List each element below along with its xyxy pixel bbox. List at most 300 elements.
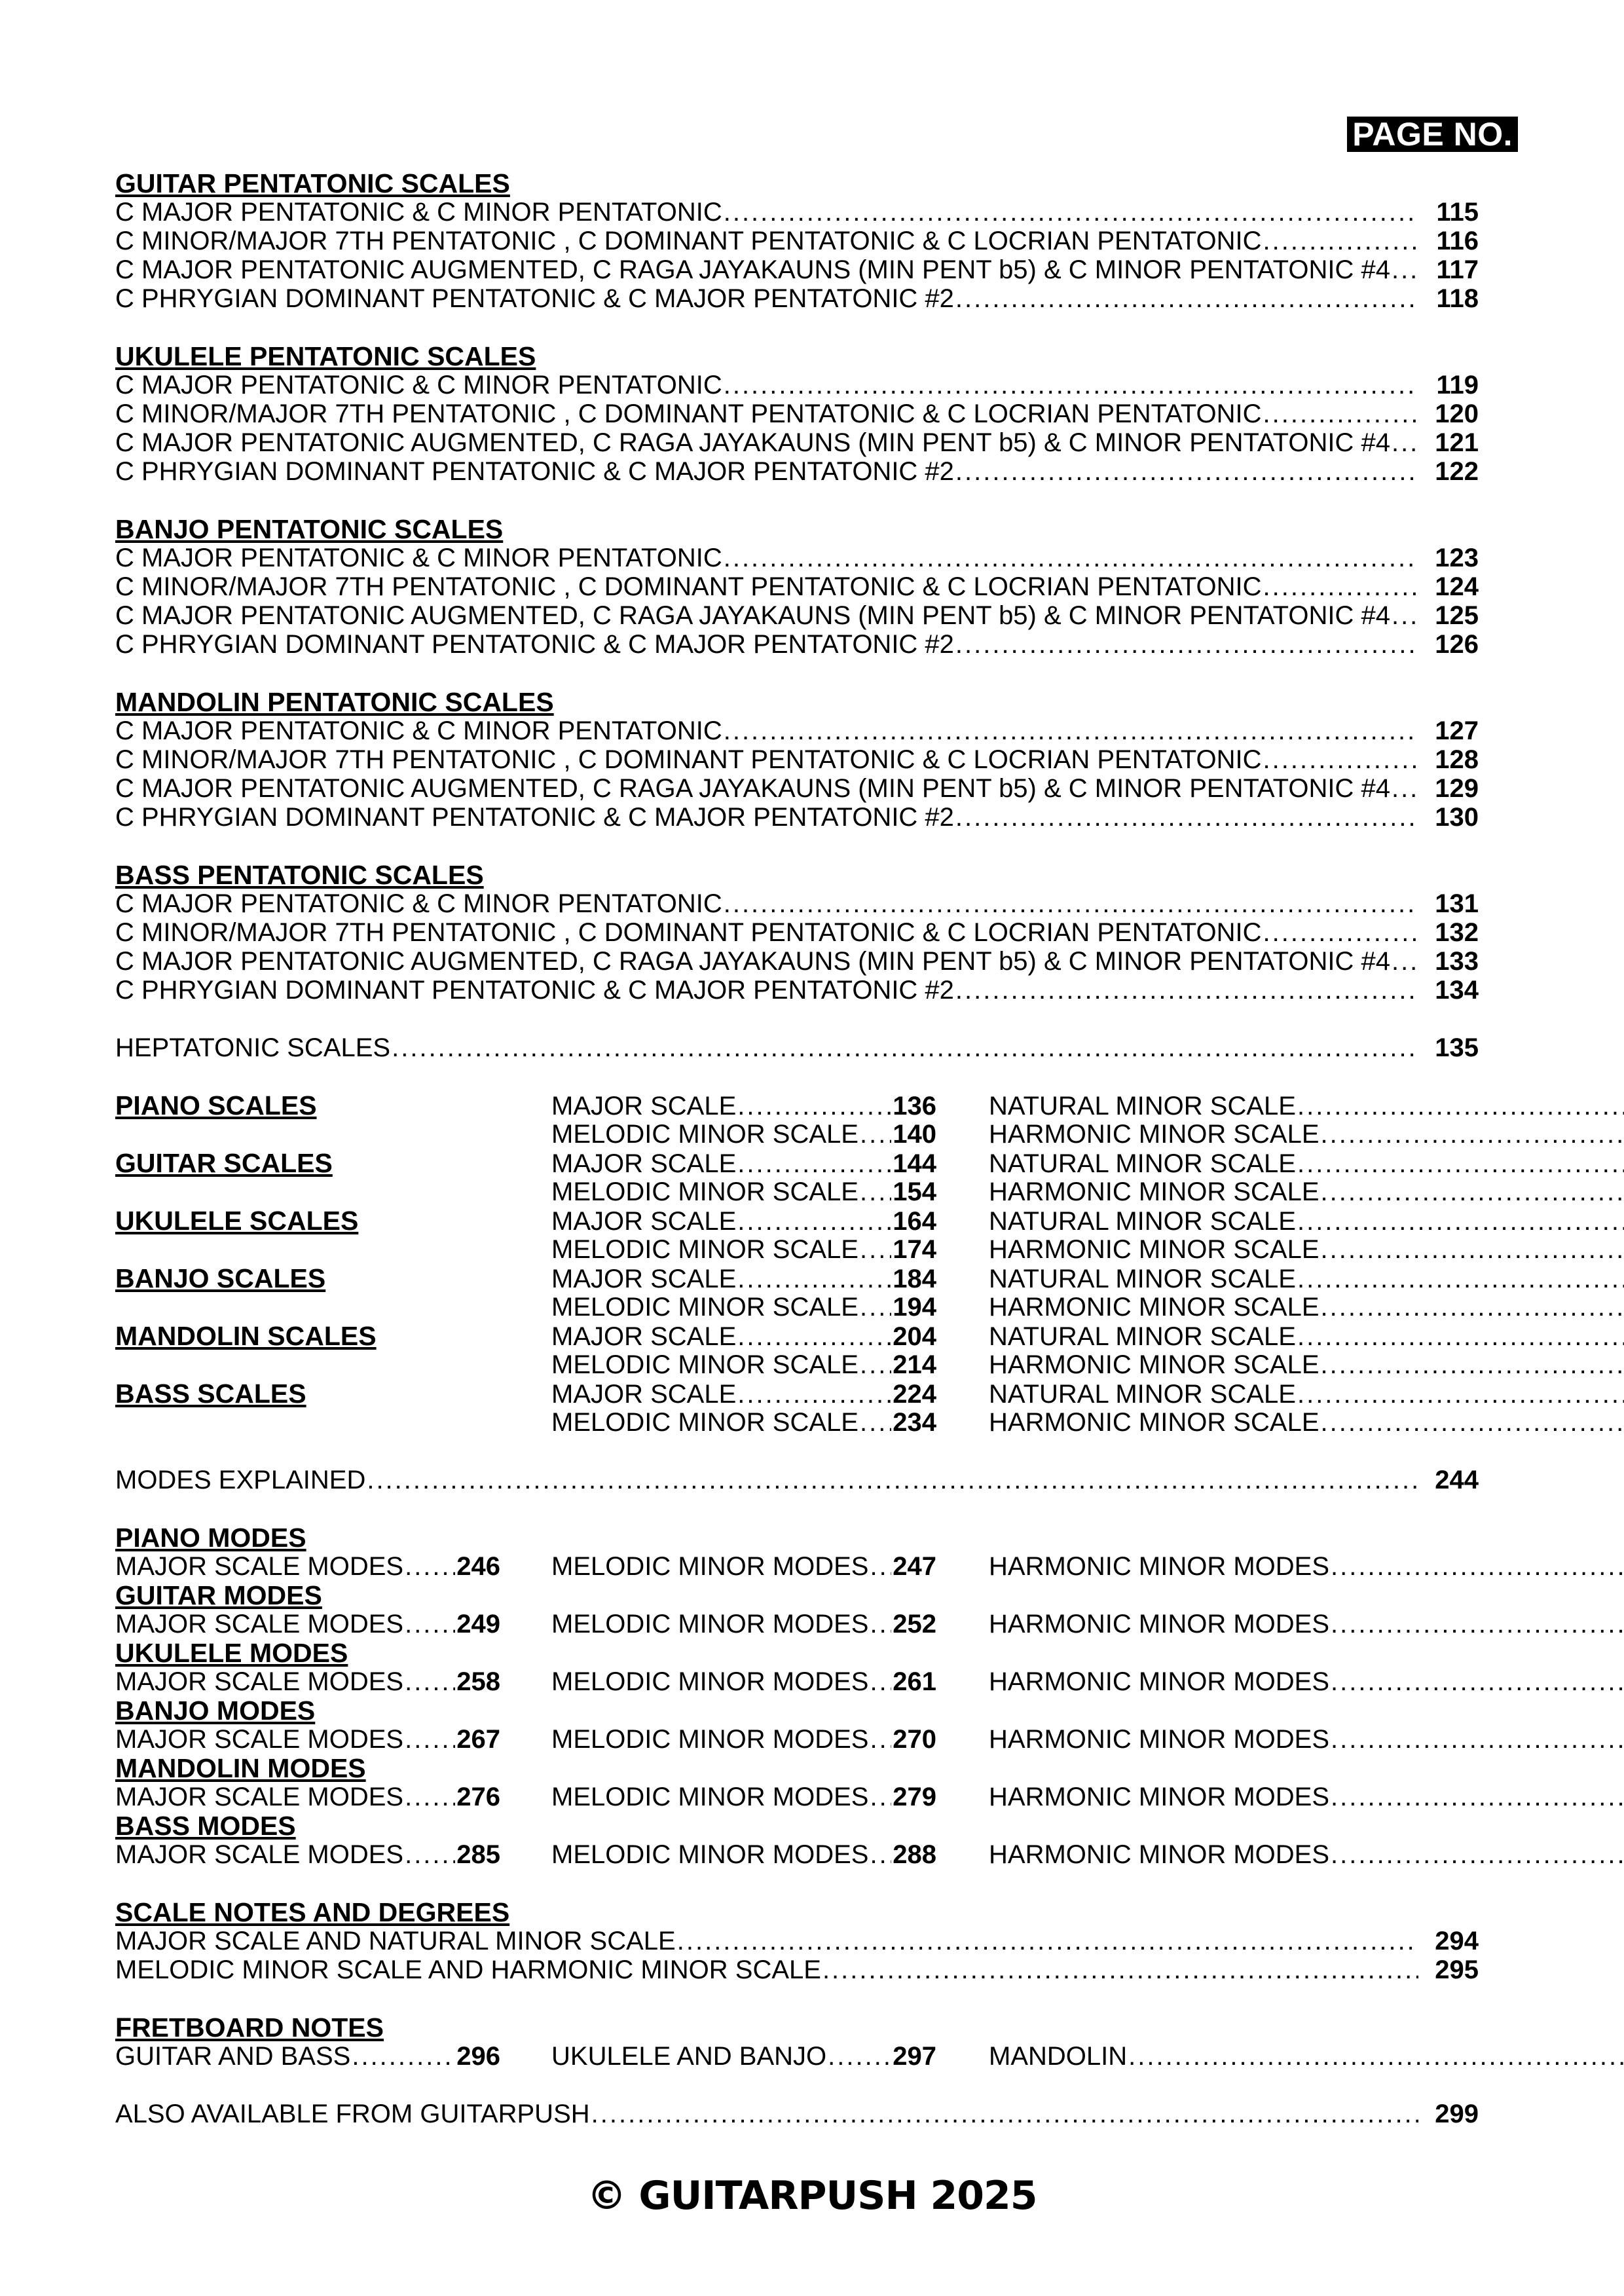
toc-entry-natural-minor-scale[interactable] (989, 1092, 1624, 1120)
toc-entry-major-scale[interactable] (551, 1265, 936, 1293)
entry-label: MELODIC MINOR SCALE AND HARMONIC MINOR SCALE (115, 1955, 821, 1984)
dot-leader (1263, 399, 1418, 428)
dot-leader (955, 976, 1418, 1005)
modes-row (115, 1725, 1479, 1754)
dot-leader (1297, 1207, 1624, 1236)
entry-label: C MINOR/MAJOR 7TH PENTATONIC , C DOMINANT PENTATONIC & C LOCRIAN PENTATONIC (115, 918, 1262, 947)
toc-entry-ukulele-banjo[interactable] (551, 2042, 936, 2071)
toc-entry-major-scale[interactable] (551, 1149, 936, 1178)
dot-leader (870, 1783, 891, 1811)
entry-label: C MAJOR PENTATONIC AUGMENTED, C RAGA JAYAKAUNS (MIN PENT b5) & C MINOR PENTATONIC #4 (115, 428, 1390, 457)
dot-leader (1321, 1120, 1624, 1149)
dot-leader (870, 1840, 891, 1869)
entry-page: 296 (456, 2042, 500, 2071)
modes-row (115, 1552, 1479, 1581)
scales-row (115, 1177, 1479, 1206)
entry-label: MAJOR SCALE (551, 1322, 737, 1351)
toc-entry[interactable] (115, 630, 1479, 659)
dot-leader (405, 1610, 455, 1639)
entry-label: MAJOR SCALE MODES (115, 1725, 404, 1754)
section-heading: UKULELE PENTATONIC SCALES (115, 341, 536, 371)
entry-page: 124 (1435, 572, 1479, 601)
dot-leader (1392, 428, 1418, 457)
dot-leader (860, 1408, 891, 1437)
entry-label: GUITAR AND BASS (115, 2042, 351, 2071)
entry-label: MELODIC MINOR SCALE (551, 1293, 858, 1322)
toc-entry-melodic-minor-modes[interactable] (551, 1783, 936, 1811)
entry-page: 140 (893, 1120, 936, 1149)
entry-page: 115 (1436, 198, 1479, 227)
toc-entry[interactable] (115, 572, 1479, 601)
entry-page: 294 (1435, 1927, 1479, 1955)
entry-label: MAJOR SCALE (551, 1149, 737, 1178)
scales-row (115, 1293, 1479, 1322)
entry-page: 297 (893, 2042, 936, 2071)
toc-entry[interactable] (115, 716, 1479, 745)
entry-page: 134 (1435, 976, 1479, 1005)
toc-entry[interactable] (115, 544, 1479, 572)
dot-leader (822, 1955, 1418, 1984)
entry-page: 128 (1435, 745, 1479, 774)
section-heading: BANJO PENTATONIC SCALES (115, 514, 504, 544)
entry-page: 285 (456, 1840, 500, 1869)
toc-entry[interactable] (115, 371, 1479, 399)
entry-label: HARMONIC MINOR SCALE (989, 1120, 1320, 1149)
toc-entry[interactable] (115, 803, 1479, 832)
toc-entry-mandolin[interactable] (989, 2042, 1624, 2071)
entry-page: 224 (893, 1380, 936, 1409)
entry-label: MELODIC MINOR SCALE (551, 1350, 858, 1379)
instrument-scales-heading[interactable]: MANDOLIN SCALES (115, 1321, 377, 1351)
scales-row (115, 1091, 1479, 1120)
toc-entry-major-scale[interactable] (551, 1380, 936, 1409)
toc-entry[interactable] (115, 198, 1479, 227)
entry-label: HARMONIC MINOR MODES (989, 1667, 1329, 1696)
dot-leader (1263, 745, 1418, 774)
scales-section (115, 1091, 1479, 1437)
dot-leader (737, 1265, 891, 1293)
entry-page: 270 (893, 1725, 936, 1754)
entry-page: 122 (1435, 457, 1479, 486)
instrument-scales-heading[interactable]: BASS SCALES (115, 1379, 306, 1409)
entry-label: MAJOR SCALE MODES (115, 1667, 404, 1696)
entry-label: MELODIC MINOR MODES (551, 1725, 869, 1754)
entry-label: MELODIC MINOR MODES (551, 1610, 869, 1639)
entry-label: MELODIC MINOR MODES (551, 1552, 869, 1581)
fretboard-row (115, 2042, 1479, 2071)
toc-entry[interactable] (115, 428, 1479, 457)
toc-entry-melodic-minor-scale[interactable] (551, 1293, 936, 1322)
dot-leader (724, 889, 1418, 918)
entry-label: NATURAL MINOR SCALE (989, 1207, 1296, 1236)
entry-label: MAJOR SCALE MODES (115, 1552, 404, 1581)
modes-section (115, 1523, 1479, 1869)
dot-leader (860, 1293, 891, 1322)
dot-leader (955, 803, 1418, 832)
toc-entry-harmonic-minor-modes[interactable] (989, 1667, 1624, 1696)
entry-page: 299 (1435, 2100, 1479, 2128)
entry-page: 126 (1435, 630, 1479, 659)
entry-page: 252 (893, 1610, 936, 1639)
toc-entry-natural-minor-scale[interactable] (989, 1207, 1624, 1236)
toc-entry-natural-minor-scale[interactable] (989, 1380, 1624, 1409)
entry-page: 123 (1435, 544, 1479, 572)
entry-label: C MAJOR PENTATONIC AUGMENTED, C RAGA JAYAKAUNS (MIN PENT b5) & C MINOR PENTATONIC #4 (115, 774, 1390, 803)
entry-label: MAJOR SCALE (551, 1207, 737, 1236)
entry-page: 214 (893, 1350, 936, 1379)
entry-label: C MINOR/MAJOR 7TH PENTATONIC , C DOMINANT PENTATONIC & C LOCRIAN PENTATONIC (115, 227, 1262, 255)
entry-label: MANDOLIN (989, 2042, 1128, 2071)
entry-label: MAJOR SCALE MODES (115, 1783, 404, 1811)
toc-entry-harmonic-minor-scale[interactable] (989, 1293, 1624, 1322)
dot-leader (1392, 601, 1418, 630)
entry-page: 132 (1435, 918, 1479, 947)
entry-label: C MINOR/MAJOR 7TH PENTATONIC , C DOMINANT PENTATONIC & C LOCRIAN PENTATONIC (115, 399, 1262, 428)
instrument-scales-heading[interactable]: PIANO SCALES (115, 1090, 317, 1120)
entry-label: C MAJOR PENTATONIC AUGMENTED, C RAGA JAYAKAUNS (MIN PENT b5) & C MINOR PENTATONIC #4 (115, 601, 1390, 630)
toc-entry-melodic-minor-modes[interactable] (551, 1840, 936, 1869)
toc-entry[interactable] (115, 1955, 1479, 1984)
entry-page: 127 (1435, 716, 1479, 745)
entry-page: 204 (893, 1322, 936, 1351)
toc-entry[interactable] (115, 457, 1479, 486)
dot-leader (724, 544, 1418, 572)
toc-entry-harmonic-minor-modes[interactable] (989, 1840, 1624, 1869)
dot-leader (367, 1466, 1418, 1494)
entry-page: 131 (1435, 889, 1479, 918)
section-heading: GUITAR MODES (115, 1580, 322, 1610)
dot-leader (1297, 1149, 1624, 1178)
entry-label: NATURAL MINOR SCALE (989, 1092, 1296, 1120)
dot-leader (860, 1235, 891, 1264)
toc-entry-heptatonic[interactable] (115, 1033, 1479, 1062)
section-heading-scale-notes: SCALE NOTES AND DEGREES (115, 1897, 510, 1927)
entry-label: MAJOR SCALE (551, 1265, 737, 1293)
dot-leader (1392, 947, 1418, 976)
scales-row (115, 1206, 1479, 1235)
entry-label: MAJOR SCALE (551, 1092, 737, 1120)
entry-label: C MAJOR PENTATONIC & C MINOR PENTATONIC (115, 371, 722, 399)
entry-page: 244 (1435, 1466, 1479, 1494)
dot-leader (1128, 2042, 1624, 2071)
dot-leader (870, 1725, 891, 1754)
toc-entry[interactable] (115, 947, 1479, 976)
modes-row (115, 1667, 1479, 1696)
toc-entry-natural-minor-scale[interactable] (989, 1149, 1624, 1178)
entry-label: C MINOR/MAJOR 7TH PENTATONIC , C DOMINANT PENTATONIC & C LOCRIAN PENTATONIC (115, 572, 1262, 601)
toc-entry-major-scale-modes[interactable] (115, 1610, 500, 1639)
entry-page: 118 (1436, 284, 1479, 313)
entry-page: 246 (456, 1552, 500, 1581)
entry-page: 234 (893, 1408, 936, 1437)
entry-label: MELODIC MINOR SCALE (551, 1120, 858, 1149)
dot-leader (737, 1207, 891, 1236)
entry-label: HARMONIC MINOR MODES (989, 1783, 1329, 1811)
entry-page: 194 (893, 1293, 936, 1322)
entry-page: 136 (893, 1092, 936, 1120)
entry-label: MAJOR SCALE MODES (115, 1610, 404, 1639)
entry-label: C MAJOR PENTATONIC & C MINOR PENTATONIC (115, 544, 722, 572)
dot-leader (1331, 1725, 1624, 1754)
entry-page: 295 (1435, 1955, 1479, 1984)
dot-leader (1331, 1610, 1624, 1639)
dot-leader (405, 1725, 455, 1754)
toc-entry-also-available[interactable] (115, 2100, 1479, 2128)
dot-leader (737, 1380, 891, 1409)
toc-entry-modes-explained[interactable] (115, 1466, 1479, 1494)
entry-label: C MAJOR PENTATONIC & C MINOR PENTATONIC (115, 198, 722, 227)
entry-label: MELODIC MINOR SCALE (551, 1177, 858, 1206)
dot-leader (405, 1552, 455, 1581)
entry-label: C MAJOR PENTATONIC AUGMENTED, C RAGA JAYAKAUNS (MIN PENT b5) & C MINOR PENTATONIC #4 (115, 947, 1390, 976)
modes-row (115, 1840, 1479, 1869)
toc-entry-melodic-minor-modes[interactable] (551, 1610, 936, 1639)
entry-page: 121 (1435, 428, 1479, 457)
toc-entry-melodic-minor-scale[interactable] (551, 1408, 936, 1437)
entry-label: MELODIC MINOR MODES (551, 1840, 869, 1869)
entry-label: HEPTATONIC SCALES (115, 1033, 391, 1062)
dot-leader (1321, 1235, 1624, 1264)
toc-entry-major-scale[interactable] (551, 1092, 936, 1120)
scales-row (115, 1379, 1479, 1408)
dot-leader (1331, 1783, 1624, 1811)
entry-page: 279 (893, 1783, 936, 1811)
entry-label: C MAJOR PENTATONIC & C MINOR PENTATONIC (115, 716, 722, 745)
toc-entry-harmonic-minor-modes[interactable] (989, 1783, 1624, 1811)
entry-page: 276 (456, 1783, 500, 1811)
section-heading: PIANO MODES (115, 1523, 306, 1553)
entry-label: C MAJOR PENTATONIC & C MINOR PENTATONIC (115, 889, 722, 918)
scales-row (115, 1350, 1479, 1379)
dot-leader (1297, 1380, 1624, 1409)
toc-entry-major-scale-modes[interactable] (115, 1725, 500, 1754)
page-no-header: PAGE NO. (1347, 117, 1518, 152)
entry-label: HARMONIC MINOR MODES (989, 1840, 1329, 1869)
entry-label: MAJOR SCALE AND NATURAL MINOR SCALE (115, 1927, 676, 1955)
dot-leader (1321, 1408, 1624, 1437)
entry-label: MELODIC MINOR MODES (551, 1667, 869, 1696)
entry-page: 120 (1435, 399, 1479, 428)
toc-entry-guitar-bass[interactable] (115, 2042, 500, 2071)
entry-page: 154 (893, 1177, 936, 1206)
toc-entry-melodic-minor-scale[interactable] (551, 1235, 936, 1264)
toc-entry[interactable] (115, 889, 1479, 918)
entry-page: 119 (1436, 371, 1479, 399)
toc-entry-melodic-minor-modes[interactable] (551, 1667, 936, 1696)
section-heading: BASS MODES (115, 1811, 296, 1841)
dot-leader (955, 457, 1418, 486)
section-heading: BASS PENTATONIC SCALES (115, 860, 484, 890)
entry-label: MAJOR SCALE MODES (115, 1840, 404, 1869)
dot-leader (1263, 572, 1418, 601)
entry-label: HARMONIC MINOR MODES (989, 1725, 1329, 1754)
entry-page: 164 (893, 1207, 936, 1236)
entry-label: C MINOR/MAJOR 7TH PENTATONIC , C DOMINANT PENTATONIC & C LOCRIAN PENTATONIC (115, 745, 1262, 774)
dot-leader (870, 1610, 891, 1639)
entry-label: ALSO AVAILABLE FROM GUITARPUSH (115, 2100, 590, 2128)
section-heading-fretboard: FRETBOARD NOTES (115, 2012, 384, 2043)
entry-page: 129 (1435, 774, 1479, 803)
entry-label: UKULELE AND BANJO (551, 2042, 827, 2071)
toc-entry[interactable] (115, 774, 1479, 803)
dot-leader (860, 1177, 891, 1206)
entry-label: NATURAL MINOR SCALE (989, 1265, 1296, 1293)
pentatonic-sections (115, 169, 1479, 1033)
toc-entry[interactable] (115, 1927, 1479, 1955)
scales-row (115, 1322, 1479, 1350)
entry-page: 135 (1435, 1033, 1479, 1062)
toc-entry[interactable] (115, 284, 1479, 313)
modes-row (115, 1610, 1479, 1639)
entry-label: MODES EXPLAINED (115, 1466, 366, 1494)
toc-entry-major-scale-modes[interactable] (115, 1783, 500, 1811)
toc-entry-major-scale-modes[interactable] (115, 1667, 500, 1696)
scales-row (115, 1120, 1479, 1149)
entry-label: NATURAL MINOR SCALE (989, 1322, 1296, 1351)
entry-label: MELODIC MINOR SCALE (551, 1408, 858, 1437)
toc-entry-harmonic-minor-modes[interactable] (989, 1552, 1624, 1581)
entry-page: 184 (893, 1265, 936, 1293)
toc-entry[interactable] (115, 227, 1479, 255)
entry-label: MELODIC MINOR SCALE (551, 1235, 858, 1264)
dot-leader (352, 2042, 455, 2071)
scales-row (115, 1408, 1479, 1437)
dot-leader (1392, 774, 1418, 803)
dot-leader (1297, 1092, 1624, 1120)
toc-entry-natural-minor-scale[interactable] (989, 1322, 1624, 1351)
dot-leader (737, 1092, 891, 1120)
entry-label: NATURAL MINOR SCALE (989, 1149, 1296, 1178)
dot-leader (860, 1120, 891, 1149)
toc-entry-harmonic-minor-modes[interactable] (989, 1610, 1624, 1639)
table-of-contents (115, 169, 1479, 2128)
dot-leader (1392, 255, 1418, 284)
dot-leader (1297, 1322, 1624, 1351)
entry-label: C PHRYGIAN DOMINANT PENTATONIC & C MAJOR PENTATONIC #2 (115, 630, 954, 659)
toc-entry-harmonic-minor-scale[interactable] (989, 1235, 1624, 1264)
toc-entry-harmonic-minor-modes[interactable] (989, 1725, 1624, 1754)
toc-entry[interactable] (115, 601, 1479, 630)
dot-leader (1263, 227, 1418, 255)
entry-label: C MAJOR PENTATONIC AUGMENTED, C RAGA JAYAKAUNS (MIN PENT b5) & C MINOR PENTATONIC #4 (115, 255, 1390, 284)
entry-label: HARMONIC MINOR SCALE (989, 1235, 1320, 1264)
dot-leader (860, 1350, 891, 1379)
entry-page: 144 (893, 1149, 936, 1178)
dot-leader (737, 1322, 891, 1351)
entry-label: HARMONIC MINOR SCALE (989, 1177, 1320, 1206)
section-heading: BANJO MODES (115, 1695, 316, 1726)
entry-label: HARMONIC MINOR SCALE (989, 1293, 1320, 1322)
entry-label: NATURAL MINOR SCALE (989, 1380, 1296, 1409)
toc-entry-major-scale-modes[interactable] (115, 1552, 500, 1581)
toc-entry-melodic-minor-scale[interactable] (551, 1120, 936, 1149)
toc-entry-melodic-minor-modes[interactable] (551, 1725, 936, 1754)
dot-leader (724, 371, 1418, 399)
toc-entry-melodic-minor-scale[interactable] (551, 1350, 936, 1379)
entry-page: 130 (1435, 803, 1479, 832)
dot-leader (1321, 1293, 1624, 1322)
dot-leader (1331, 1552, 1624, 1581)
entry-page: 288 (893, 1840, 936, 1869)
copyright-footer: © GUITARPUSH 2025 (587, 2173, 1037, 2219)
dot-leader (392, 1033, 1418, 1062)
entry-page: 125 (1435, 601, 1479, 630)
dot-leader (1263, 918, 1418, 947)
section-heading: MANDOLIN PENTATONIC SCALES (115, 687, 554, 717)
entry-page: 117 (1436, 255, 1479, 284)
toc-entry[interactable] (115, 976, 1479, 1005)
instrument-scales-heading[interactable]: GUITAR SCALES (115, 1148, 333, 1178)
dot-leader (1321, 1350, 1624, 1379)
instrument-scales-heading[interactable]: BANJO SCALES (115, 1263, 326, 1293)
scales-row (115, 1149, 1479, 1177)
toc-entry-melodic-minor-modes[interactable] (551, 1552, 936, 1581)
dot-leader (870, 1552, 891, 1581)
toc-entry-melodic-minor-scale[interactable] (551, 1177, 936, 1206)
dot-leader (591, 2100, 1418, 2128)
dot-leader (955, 284, 1418, 313)
toc-entry[interactable] (115, 918, 1479, 947)
dot-leader (405, 1667, 455, 1696)
entry-label: HARMONIC MINOR MODES (989, 1610, 1329, 1639)
dot-leader (405, 1783, 455, 1811)
toc-entry-major-scale[interactable] (551, 1322, 936, 1351)
modes-row (115, 1783, 1479, 1811)
toc-entry-harmonic-minor-scale[interactable] (989, 1350, 1624, 1379)
toc-entry-harmonic-minor-scale[interactable] (989, 1408, 1624, 1437)
entry-label: C PHRYGIAN DOMINANT PENTATONIC & C MAJOR PENTATONIC #2 (115, 976, 954, 1005)
dot-leader (724, 716, 1418, 745)
toc-entry-harmonic-minor-scale[interactable] (989, 1120, 1624, 1149)
dot-leader (870, 1667, 891, 1696)
toc-entry[interactable] (115, 255, 1479, 284)
entry-page: 247 (893, 1552, 936, 1581)
toc-entry-harmonic-minor-scale[interactable] (989, 1177, 1624, 1206)
dot-leader (724, 198, 1418, 227)
entry-page: 174 (893, 1235, 936, 1264)
dot-leader (677, 1927, 1418, 1955)
dot-leader (737, 1149, 891, 1178)
entry-label: MAJOR SCALE (551, 1380, 737, 1409)
toc-entry-major-scale-modes[interactable] (115, 1840, 500, 1869)
entry-page: 133 (1435, 947, 1479, 976)
toc-entry[interactable] (115, 745, 1479, 774)
scales-row (115, 1235, 1479, 1264)
dot-leader (828, 2042, 891, 2071)
entry-label: C PHRYGIAN DOMINANT PENTATONIC & C MAJOR PENTATONIC #2 (115, 803, 954, 832)
toc-entry-natural-minor-scale[interactable] (989, 1265, 1624, 1293)
toc-entry-major-scale[interactable] (551, 1207, 936, 1236)
instrument-scales-heading[interactable]: UKULELE SCALES (115, 1206, 359, 1236)
entry-page: 116 (1436, 227, 1479, 255)
entry-page: 261 (893, 1667, 936, 1696)
toc-entry[interactable] (115, 399, 1479, 428)
dot-leader (405, 1840, 455, 1869)
scales-row (115, 1264, 1479, 1293)
section-heading: MANDOLIN MODES (115, 1753, 366, 1783)
dot-leader (1331, 1840, 1624, 1869)
section-heading: GUITAR PENTATONIC SCALES (115, 168, 510, 198)
entry-page: 249 (456, 1610, 500, 1639)
dot-leader (1321, 1177, 1624, 1206)
dot-leader (955, 630, 1418, 659)
dot-leader (1297, 1265, 1624, 1293)
entry-page: 258 (456, 1667, 500, 1696)
entry-label: HARMONIC MINOR SCALE (989, 1408, 1320, 1437)
entry-page: 267 (456, 1725, 500, 1754)
entry-label: C PHRYGIAN DOMINANT PENTATONIC & C MAJOR PENTATONIC #2 (115, 457, 954, 486)
entry-label: C PHRYGIAN DOMINANT PENTATONIC & C MAJOR PENTATONIC #2 (115, 284, 954, 313)
